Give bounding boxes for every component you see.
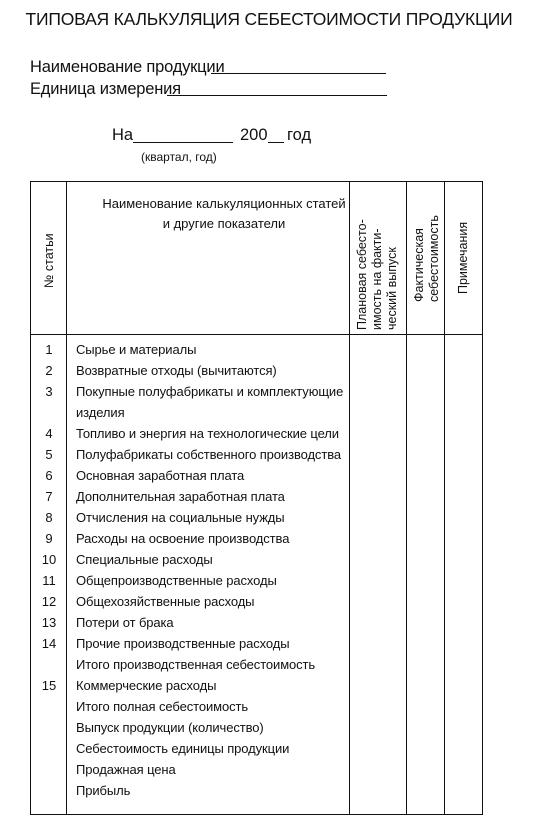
row-label: Итого полная себестоимость: [76, 699, 249, 714]
row-label: Итого производственная себестоимость: [76, 657, 316, 672]
row-label: Отчисления на социальные нужды: [76, 510, 285, 525]
row-label: Продажная цена: [76, 762, 176, 777]
unit-field: [30, 80, 390, 99]
header-item-name-line2: и другие показатели: [162, 216, 286, 231]
unit-label: Единица измерения: [30, 80, 181, 98]
product-name-label: Наименование продукции: [30, 58, 225, 76]
header-article-number: № статьи: [42, 233, 56, 288]
row-label: Общепроизводственные расходы: [76, 573, 277, 588]
header-actual-cost: [412, 215, 442, 302]
row-number: 2: [45, 363, 53, 378]
row-number: 8: [45, 510, 53, 525]
period-suffix: год: [287, 126, 312, 144]
row-label: Основная заработная плата: [76, 468, 245, 483]
column-divider: [349, 182, 350, 814]
period-quarter-line[interactable]: [133, 142, 233, 143]
row-number: 5: [45, 447, 53, 462]
row-label: Прибыль: [76, 783, 131, 798]
row-label: Коммерческие расходы: [76, 678, 217, 693]
header-actual-line1: Фактическая: [412, 228, 426, 302]
row-label: Выпуск продукции (количество): [76, 720, 264, 735]
row-number: 3: [45, 384, 53, 399]
period-year-line[interactable]: [268, 142, 284, 143]
row-label: Покупные полуфабрикаты и комплектующие: [76, 384, 344, 399]
row-number: 11: [42, 573, 56, 588]
row-number: 6: [45, 468, 53, 483]
product-name-line[interactable]: [211, 73, 386, 74]
column-divider: [444, 182, 445, 814]
row-label: Потери от брака: [76, 615, 174, 630]
row-number: 10: [41, 552, 57, 567]
row-number: 15: [41, 678, 57, 693]
column-divider: [406, 182, 407, 814]
header-planned-line3: ческий выпуск: [385, 247, 399, 330]
header-actual-line2: себестоимость: [427, 215, 441, 302]
product-name-field: [30, 58, 390, 77]
row-label: Общехозяйственные расходы: [76, 594, 255, 609]
header-planned-cost: [355, 219, 400, 330]
row-label: Прочие производственные расходы: [76, 636, 290, 651]
row-number: 13: [41, 615, 57, 630]
row-number: 1: [45, 342, 53, 357]
row-number: 7: [45, 489, 53, 504]
header-divider: [31, 334, 482, 335]
row-label: Себестоимость единицы продукции: [76, 741, 290, 756]
row-label: Сырье и материалы: [76, 342, 197, 357]
header-notes: Примечания: [456, 221, 470, 294]
row-number: 12: [41, 594, 57, 609]
costing-table: [30, 181, 483, 815]
row-number: 4: [45, 426, 53, 441]
period-year: 200: [240, 126, 268, 144]
header-item-name: [68, 194, 380, 234]
row-label: изделия: [76, 405, 125, 420]
header-planned-line1: Плановая себесто-: [355, 219, 369, 330]
row-label: Расходы на освоение производства: [76, 531, 290, 546]
row-label: Полуфабрикаты собственного производства: [76, 447, 341, 462]
row-number: 14: [41, 636, 57, 651]
header-planned-line2: имость на факти-: [370, 228, 384, 330]
row-number: 9: [45, 531, 53, 546]
period-prefix: На: [112, 126, 134, 144]
row-label: Возвратные отходы (вычитаются): [76, 363, 277, 378]
row-label: Специальные расходы: [76, 552, 213, 567]
unit-line[interactable]: [167, 95, 387, 96]
row-label: Топливо и энергия на технологические цели: [76, 426, 339, 441]
period-note: (квартал, год): [141, 150, 217, 164]
header-item-name-line1: Наименование калькуляционных статей: [102, 196, 346, 211]
row-label: Дополнительная заработная плата: [76, 489, 285, 504]
page-title: ТИПОВАЯ КАЛЬКУЛЯЦИЯ СЕБЕСТОИМОСТИ ПРОДУКЦИИ: [25, 9, 513, 29]
